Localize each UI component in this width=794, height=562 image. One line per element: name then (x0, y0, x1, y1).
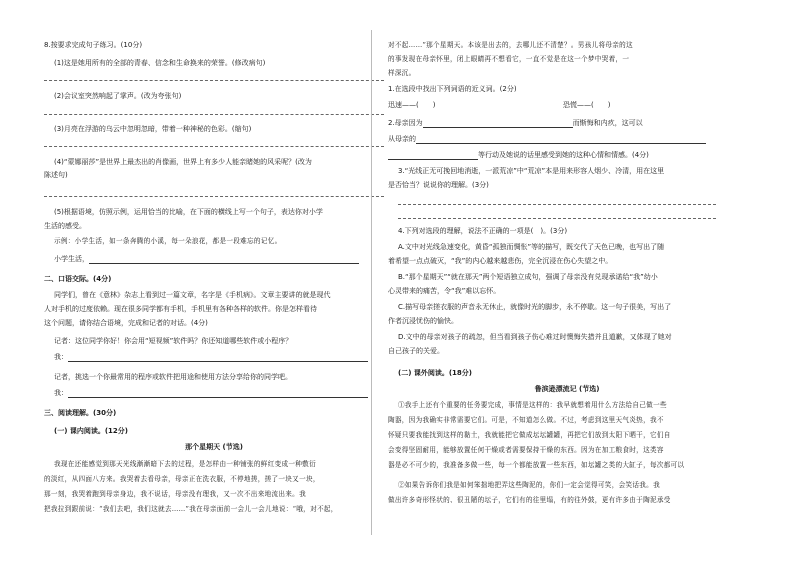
s2-me-line: 记者，挑选一个你最常用的程序或软件把用途和使用方法分享给你的同学吧。 (54, 373, 292, 381)
r-q3b: 是否恰当？说说你的理解。(3分) (388, 181, 489, 189)
q8-s4a: (4)“蒙娜丽莎”是世界上最杰出的肖像画，世界上有多少人能亲睹她的风采呢？(改为 (54, 158, 312, 166)
r-optD2: 自己孩子的关爱。 (388, 347, 444, 355)
answer-line[interactable] (44, 196, 384, 197)
q2a-text: 2.母亲因为 (388, 119, 423, 127)
r-q2b (388, 134, 746, 144)
r-optA1: A.文中对光线急速变化，黄昏“孤独而惆怅”等的描写，既交代了天色已晚，也写出了随 (398, 243, 665, 251)
q1a[interactable]: 迅速——( ) (388, 101, 436, 109)
r-optB2: 心灵带来的痛苦，令“我”难以忘怀。 (388, 287, 501, 295)
q8-s3: (3)月亮在浮游的乌云中忽明忽暗，带着一种神秘的色彩。(缩句) (54, 125, 252, 133)
life-blank[interactable] (89, 255, 359, 264)
q8-title: 8.按要求完成句子练习。(10分) (44, 41, 143, 49)
r-p6: ②如果告诉你们我是如何笨拙地把弄这些陶泥的，你们一定会觉得可笑，会笑话我。我 (398, 481, 660, 489)
r-top2: 的事发现在母亲怀里，闭上眼睛再不想看它，一直不觉是在这一个梦中哭着，一 (388, 55, 630, 63)
s3-p4: 把我拉到跟前说：“我们去吧，我们这就去……”我在母亲面前一会儿一会儿地说：“哦，对不起， (44, 505, 338, 513)
answer-line[interactable] (398, 218, 716, 219)
r-q2c (388, 150, 746, 160)
r-optC1: C.描写母亲搓衣服的声音永无休止，就像时光的脚步，永不停歇。这一句子很美，写出了 (398, 303, 672, 311)
r-top3: 样深沉。 (388, 69, 416, 77)
s3-p2: 的淡红，从四面八方来。我哭着去看母亲，母亲正在洗衣服，不停地搓，搓了一块又一块， (44, 475, 320, 483)
q2b-text: 从母亲的 (388, 135, 416, 143)
life-label-text: 小学生活， (54, 255, 89, 263)
q2-blank1[interactable] (423, 119, 573, 128)
q8-s5a: (5)根据语境，仿照示例，运用恰当的比喻，在下面的横线上写一个句子，表达你对小学 (54, 208, 323, 216)
r-p1: ①我手上还有个重要的任务要完成，事情是这样的：我早就想着用什么方法给自己做一些 (398, 401, 667, 409)
q2c-text: 等行动及她说的话里感受到她的这种心情和情感。(4分) (478, 151, 649, 159)
left-column (44, 0, 384, 562)
r-p5: 器是必不可少的，我准备多做一些，每一个都能放置一些东西，如坛罐之类的大缸子，每次都可以 (388, 461, 685, 469)
q1b[interactable]: 恐慌——( ) (563, 101, 611, 109)
me2-label: 我： (54, 389, 68, 397)
me2-blank[interactable] (68, 389, 368, 398)
r-q1: 1.在选段中找出下列词语的近义词。(2分) (388, 85, 517, 93)
answer-line[interactable] (44, 114, 384, 115)
me1-label: 我： (54, 353, 68, 361)
r-optD1: D.文中的母亲对孩子的疏忽，但当看到孩子伤心难过时懊悔失措并且道歉，又体现了她对 (398, 333, 672, 341)
s3-p1: 我现在还能感觉到那天光线漸漸暗下去的过程，是怎样由一种铺张的鲜红变成一种敷衍 (54, 460, 316, 468)
answer-line[interactable] (398, 204, 716, 205)
s2-reporter1: 记者：这位同学你好！你会用“短视频”软件吗？你还知道哪些软件或小程序？ (54, 337, 293, 345)
s3-sub: (一) 课内阅读。(12分) (54, 427, 128, 435)
s3-title: 三、阅读理解。(30分) (44, 409, 117, 417)
q8-s1: (1)这是她用所有的全部的青春、信念和生命换来的荣誉。(修改病句) (54, 59, 266, 67)
answer-line[interactable] (44, 146, 384, 147)
r-q2a (388, 118, 746, 128)
r-top1: 对不起……”那个星期天。本该是出去的，去哪儿还不清楚？。男孩儿将母亲的这 (388, 41, 633, 49)
s2-p3: 这个问题，请你结合语境，完成和记者的对话。(4分) (44, 319, 208, 327)
q8-life-label (44, 254, 384, 264)
me1-blank[interactable] (68, 353, 368, 362)
q8-example: 示例：小学生活，如一条奔腾的小溪，每一朵浪花，都是一段难忘的记忆。 (54, 237, 282, 245)
r-q3a: 3.“光线正无可挽回地消逝，一派荒凉”中“荒凉”本是用来形容人烟少、冷清，用在这里 (398, 167, 665, 175)
r-optA2: 着希望一点点破灭，“我”的内心越来越悲伤，完全沉浸在伤心失望之中。 (388, 257, 613, 265)
r-text-title: 鲁滨逊漂流记 (节选) (534, 385, 600, 393)
q2-blank2[interactable] (416, 135, 706, 144)
s2-p2: 人对手机的过度依赖。现在很多同学都有手机，手机里有各种各样的软件。你是怎样看待 (44, 305, 317, 313)
r-optB1: B.“那个星期天”“就在那天”两个短语独立成句，强调了母亲没有兑现承诺给“我”幼小 (398, 273, 658, 281)
s3-p3: 那一刻，我哭着跑到母亲身边，我不说话，母亲没有理我，又一次不出来地流出来。我 (44, 490, 306, 498)
s3-text-title: 那个星期天 (节选) (185, 443, 243, 451)
right-column (388, 0, 746, 562)
s2-p1: 同学们，曾在《意林》杂志上看到过一篇文章，名字是《手机病》。文章主要讲的就是现代 (54, 291, 331, 299)
answer-line[interactable] (44, 80, 384, 81)
q2-blank3[interactable] (388, 151, 478, 160)
r-sub2: (二) 课外阅读。(18分) (398, 369, 472, 377)
r-q1-row (388, 100, 746, 110)
column-divider (371, 30, 372, 535)
r-optC2: 作者沉浸忧伤的愉快。 (388, 317, 458, 325)
q8-s2: (2)会议室突然响起了掌声。(改为夸张句) (54, 92, 182, 100)
r-p7: 做出许多奇形怪状的、很丑陋的坛子，它们有的往里塌，有的往外鼓，更有许多由于陶泥承受 (388, 496, 671, 504)
q8-s4b: 陈述句) (44, 171, 68, 179)
s2-title: 二、口语交际。(4分) (44, 275, 112, 283)
r-p3: 怀疑只要我能找到这样的黏土，我就能把它做成坛坛罐罐，再把它们放到太阳下晒干，它们自 (388, 431, 671, 439)
s2-me1 (44, 352, 384, 362)
r-p2: 陶器，因为我确实非常需要它们。可是，不知道怎么做。不过，考虑到这里天气炎热，我不 (388, 416, 664, 424)
q8-s5b: 生活的感受。 (44, 222, 86, 230)
r-q4: 4.下列对选段的理解，说法不正确的一项是( )。(3分) (398, 227, 568, 235)
q2a-end: 而惭悔和内疚，这可以 (572, 119, 643, 127)
r-p4: 会变得坚固耐用，能够放置任何干燥或者需要保持干燥的东西。因为在加工粮食时，这类容 (388, 446, 664, 454)
s2-me2 (44, 388, 384, 398)
